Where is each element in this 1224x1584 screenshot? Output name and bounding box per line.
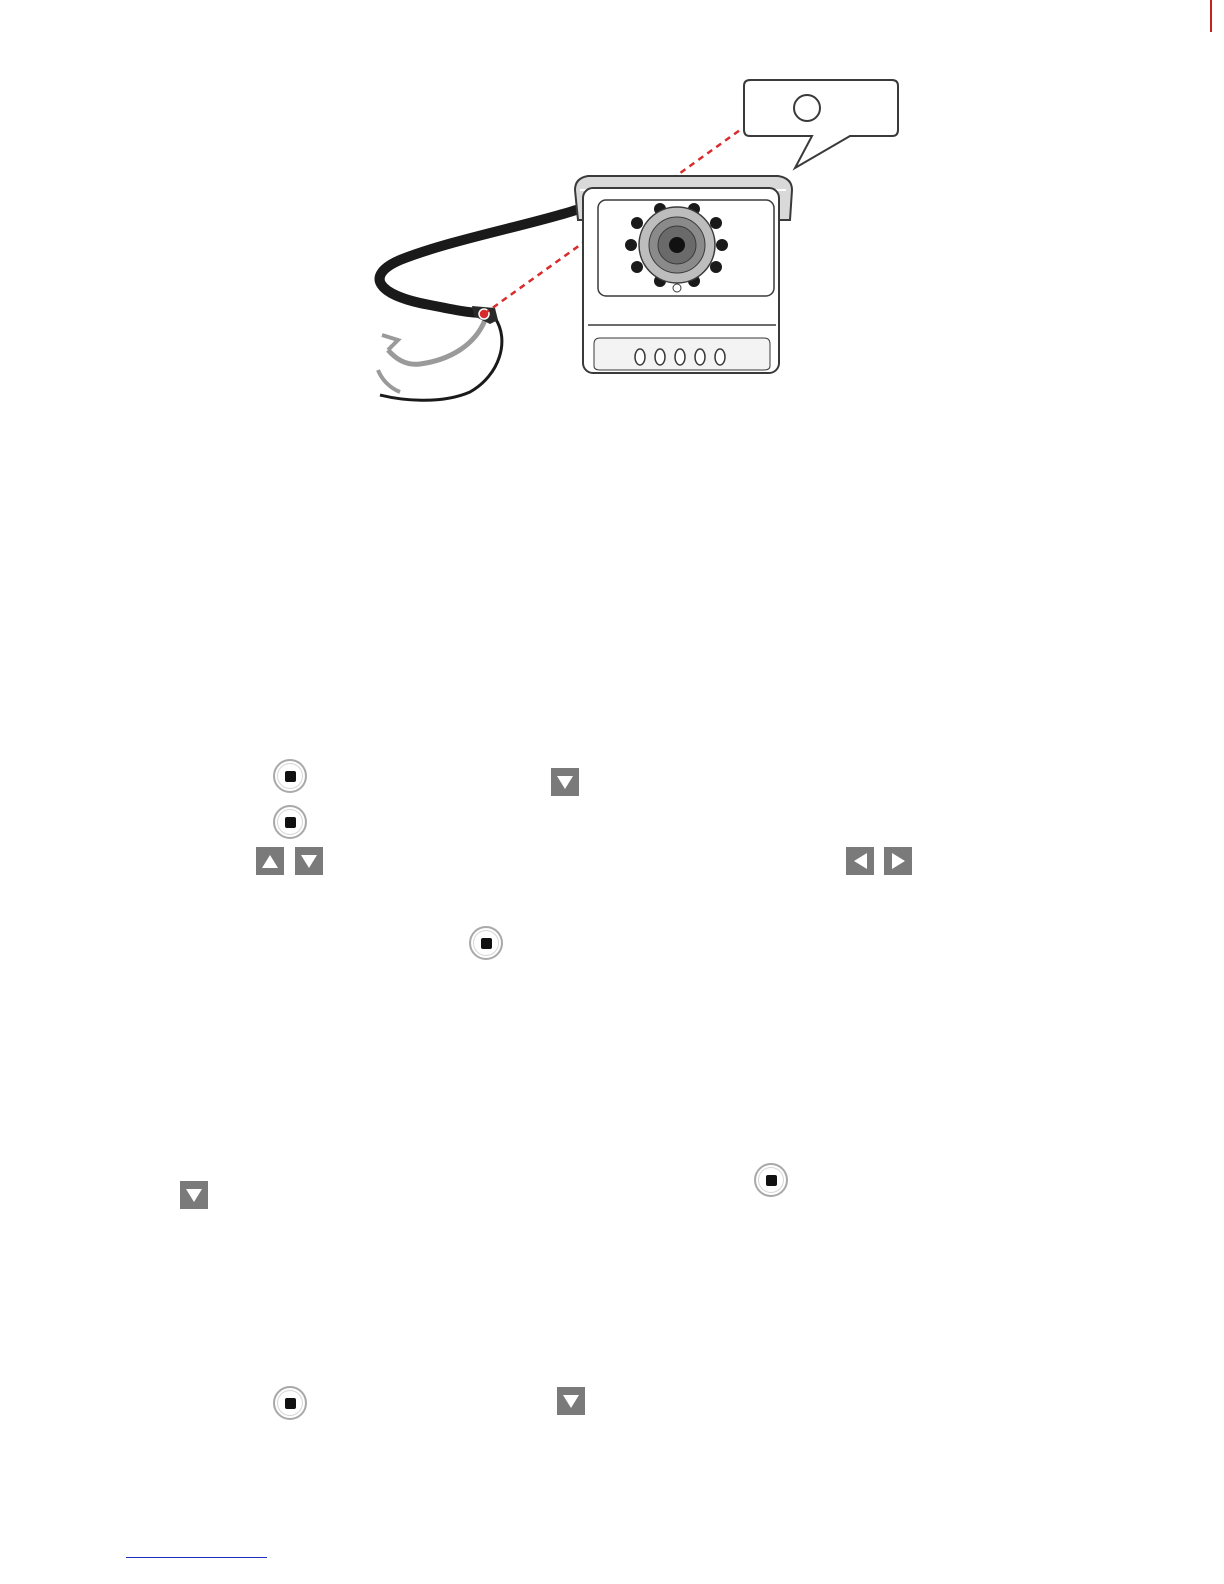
select-button-icon: [754, 1163, 788, 1197]
camera-illustration: [360, 70, 920, 420]
select-button-icon: [273, 1386, 307, 1420]
page-edge-marker: [1210, 0, 1212, 32]
select-button-icon: [469, 926, 503, 960]
right-arrow-icon: [884, 847, 912, 875]
camera-cable: [378, 210, 576, 400]
circle-outline-icon: [794, 95, 820, 121]
down-arrow-icon: [180, 1181, 208, 1209]
select-button-icon: [273, 805, 307, 839]
footer-link-underline[interactable]: [126, 1557, 267, 1558]
select-button-icon: [273, 759, 307, 793]
down-arrow-icon: [551, 768, 579, 796]
down-arrow-icon: [295, 847, 323, 875]
left-arrow-icon: [846, 847, 874, 875]
up-arrow-icon: [256, 847, 284, 875]
callout-bubble: [744, 80, 898, 168]
down-arrow-icon: [557, 1387, 585, 1415]
camera-body: [575, 176, 792, 373]
